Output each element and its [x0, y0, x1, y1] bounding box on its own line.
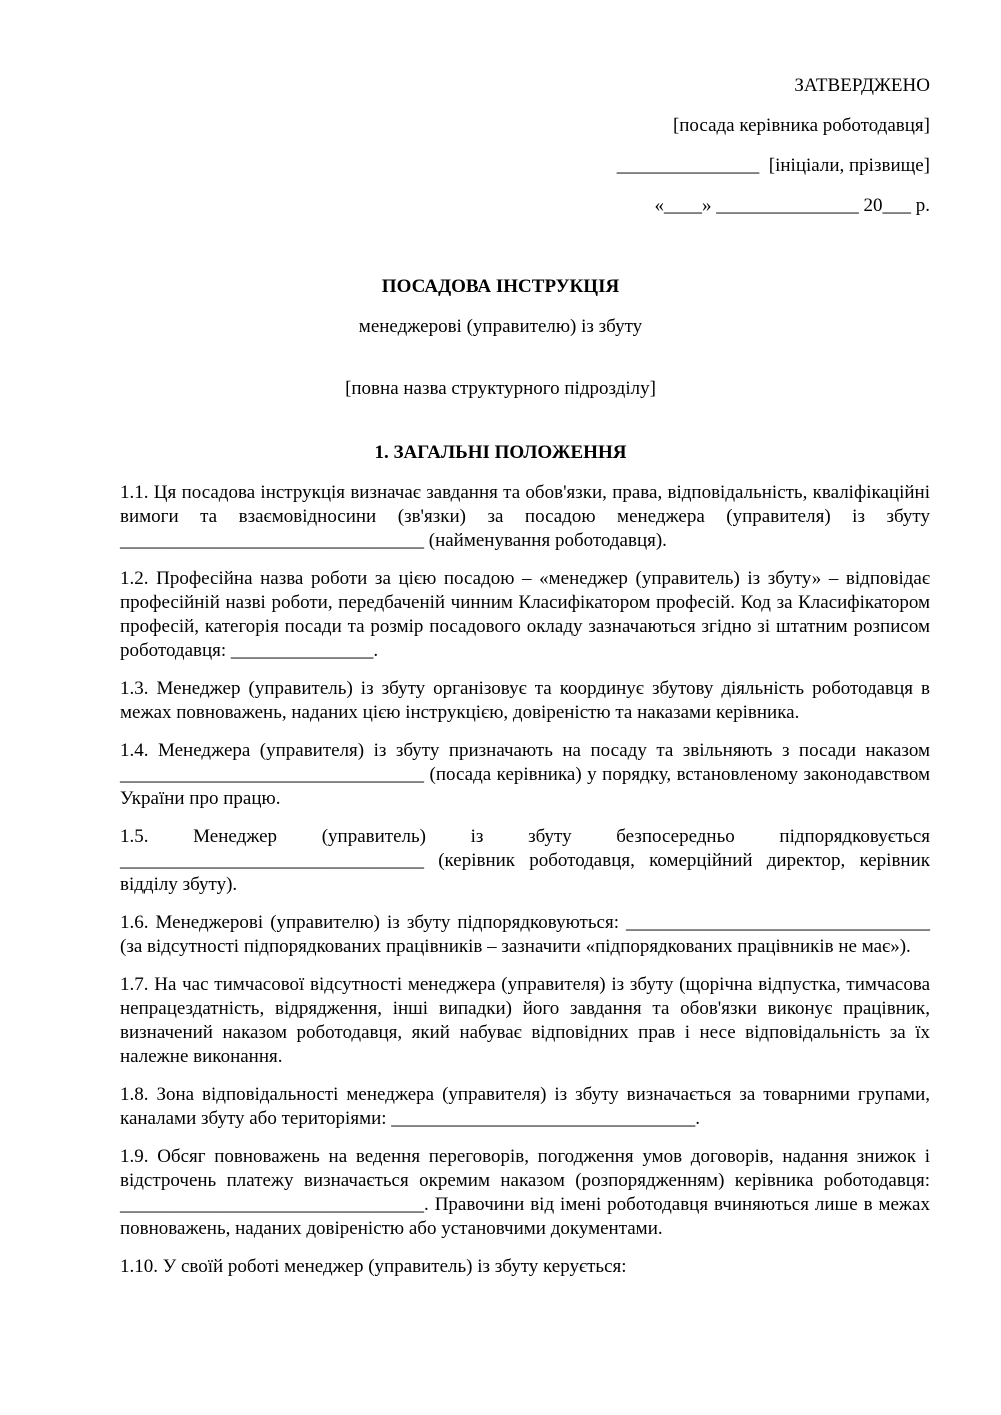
approver-signature: _______________ [ініціали, прізвище] [616, 155, 930, 176]
paragraph-1-8: 1.8. Зона відповідальності менеджера (управителя) із збуту визначається за товарними групами, каналами збуту або територіями: ________________________________. [120, 1084, 930, 1129]
paragraph-1-2: 1.2. Професійна назва роботи за цією посадою – «менеджер (управитель) із збуту» – відповідає професійній назві роботи, передбаченій чинним Класифікатором професій. Код за Класифікатором професій, категорія посади та розмір посадового окладу зазначаються згідно зі штатним розписом роботодавця: _______________. [120, 568, 930, 661]
paragraph-1-1: 1.1. Ця посадова інструкція визначає завдання та обов'язки, права, відповідальність, кваліфікаційні вимоги та взаємовідносини (зв'язки) за посадою менеджера (управителя) із збуту ________________________________ (найменування роботодавця). [120, 482, 930, 551]
paragraph-1-5: 1.5. Менеджер (управитель) із збуту безпосередньо підпорядковується ________________________________ (керівник роботодавця, комерційний директор, керівник відділу збуту). [120, 826, 930, 895]
paragraph-1-6: 1.6. Менеджерові (управителю) із збуту підпорядковуються: ________________________________ (за відсутності підпорядкованих працівників – зазначити «підпорядкованих працівників не має»). [120, 912, 930, 957]
section-body [120, 481, 930, 1293]
paragraph-1-4: 1.4. Менеджера (управителя) із збуту призначають на посаду та звільняють з посади наказом ________________________________ (посада керівника) у порядку, встановленому законодавством України про працю. [120, 740, 930, 809]
structural-unit: [повна назва структурного підрозділу] [345, 378, 656, 399]
approval-heading: ЗАТВЕРДЖЕНО [794, 75, 930, 96]
paragraph-1-10: 1.10. У своїй роботі менеджер (управитель) із збуту керується: [120, 1256, 627, 1277]
approval-date: «____» _______________ 20___ р. [654, 195, 930, 216]
document-title: ПОСАДОВА ІНСТРУКЦІЯ [381, 276, 620, 297]
section-title: 1. ЗАГАЛЬНІ ПОЛОЖЕННЯ [374, 442, 627, 463]
approver-position: [посада керівника роботодавця] [672, 115, 930, 136]
paragraph-1-9: 1.9. Обсяг повноважень на ведення переговорів, погодження умов договорів, надання знижок і відстрочень платежу визначається окремим наказом (розпорядженням) керівника роботодавця: ________________________________. Правочини від імені роботодавця вчиняються лише в межах повноважень, наданих довіреністю або установчими документами. [120, 1146, 930, 1239]
paragraph-1-3: 1.3. Менеджер (управитель) із збуту організовує та координує збутову діяльність роботодавця в межах повноважень, наданих цією інструкцією, довіреністю та наказами керівника. [120, 678, 930, 723]
paragraph-1-7: 1.7. На час тимчасової відсутності менеджера (управителя) із збуту (щорічна відпустка, тимчасова непрацездатність, відрядження, інші випадки) його завдання та обов'язки виконує працівник, визначений наказом роботодавця, який набуває відповідних прав і несе відповідальність за їх належне виконання. [120, 974, 930, 1067]
document-subtitle: менеджерові (управителю) із збуту [358, 316, 643, 337]
approval-block [617, 66, 930, 226]
